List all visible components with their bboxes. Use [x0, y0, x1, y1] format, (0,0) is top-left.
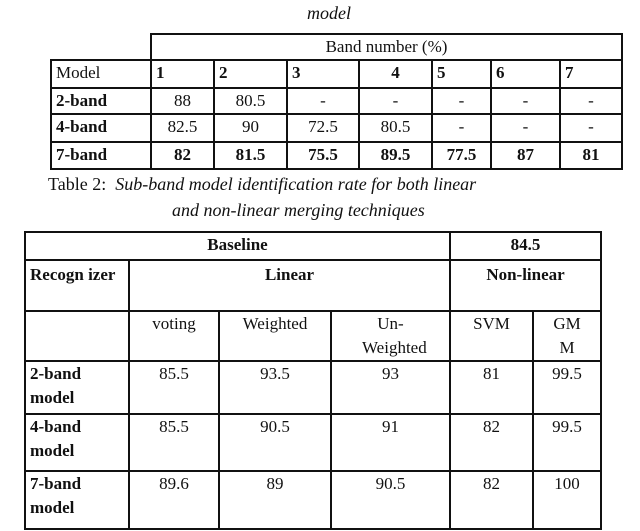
nonlinear-header: Non-linear — [450, 260, 601, 311]
subheader-gmm: GM M — [533, 311, 601, 361]
cell: 85.5 — [129, 361, 219, 414]
col-header-7: 7 — [560, 60, 622, 88]
cell: - — [432, 88, 491, 114]
cell: - — [432, 114, 491, 142]
table-row — [51, 88, 622, 114]
cell: 72.5 — [287, 114, 359, 142]
cell: 82 — [450, 471, 533, 529]
cell: 80.5 — [359, 114, 432, 142]
cell: 82 — [450, 414, 533, 471]
cell: 88 — [151, 88, 214, 114]
table2-caption-line2: and non-linear merging techniques — [172, 200, 425, 220]
band-number-header: Band number (%) — [151, 34, 622, 60]
cell: - — [560, 88, 622, 114]
row-label: 2-band — [51, 88, 151, 114]
col-header-3: 3 — [287, 60, 359, 88]
table2-merging-techniques — [24, 231, 602, 530]
subheader-weighted: Weighted — [219, 311, 331, 361]
cell: - — [359, 88, 432, 114]
table2-caption-line1 — [48, 173, 476, 195]
row-label: 7-band — [51, 142, 151, 169]
col-header-5: 5 — [432, 60, 491, 88]
recognizer-header: Recogn izer — [25, 260, 129, 311]
cell: 87 — [491, 142, 560, 169]
table-row — [51, 114, 622, 142]
row-label: 7-band model — [25, 471, 129, 529]
cell: - — [491, 114, 560, 142]
cell: - — [287, 88, 359, 114]
cell: 81 — [450, 361, 533, 414]
table-row — [25, 471, 601, 529]
cell: 77.5 — [432, 142, 491, 169]
caption-label: Table 2: — [48, 174, 107, 194]
empty-corner — [51, 34, 151, 60]
cell: 89 — [219, 471, 331, 529]
table1-band-identification — [50, 33, 623, 170]
cell: 100 — [533, 471, 601, 529]
col-header-2: 2 — [214, 60, 287, 88]
cell: 90 — [214, 114, 287, 142]
cell: 80.5 — [214, 88, 287, 114]
col-header-model: Model — [51, 60, 151, 88]
table-row — [25, 361, 601, 414]
cell: 82 — [151, 142, 214, 169]
cell: 90.5 — [331, 471, 450, 529]
cell: 81.5 — [214, 142, 287, 169]
cell: 93 — [331, 361, 450, 414]
subheader-unweighted: Un-Weighted — [331, 311, 450, 361]
baseline-value: 84.5 — [450, 232, 601, 260]
baseline-label: Baseline — [25, 232, 450, 260]
cell: 82.5 — [151, 114, 214, 142]
cell: 85.5 — [129, 414, 219, 471]
cell: 93.5 — [219, 361, 331, 414]
cell: 99.5 — [533, 361, 601, 414]
cell: 75.5 — [287, 142, 359, 169]
row-label: 4-band — [51, 114, 151, 142]
empty-cell — [25, 311, 129, 361]
table1-caption-tail: model — [307, 3, 351, 23]
caption-text: Sub-band model identification rate for both linear — [115, 174, 477, 194]
col-header-6: 6 — [491, 60, 560, 88]
cell: 89.6 — [129, 471, 219, 529]
cell: - — [491, 88, 560, 114]
col-header-4: 4 — [359, 60, 432, 88]
row-label: 2-band model — [25, 361, 129, 414]
row-label: 4-band model — [25, 414, 129, 471]
col-header-1: 1 — [151, 60, 214, 88]
cell: 90.5 — [219, 414, 331, 471]
cell: 91 — [331, 414, 450, 471]
cell: - — [560, 114, 622, 142]
linear-header: Linear — [129, 260, 450, 311]
cell: 89.5 — [359, 142, 432, 169]
table-row — [25, 414, 601, 471]
cell: 99.5 — [533, 414, 601, 471]
subheader-svm: SVM — [450, 311, 533, 361]
table-row — [51, 142, 622, 169]
cell: 81 — [560, 142, 622, 169]
subheader-voting: voting — [129, 311, 219, 361]
